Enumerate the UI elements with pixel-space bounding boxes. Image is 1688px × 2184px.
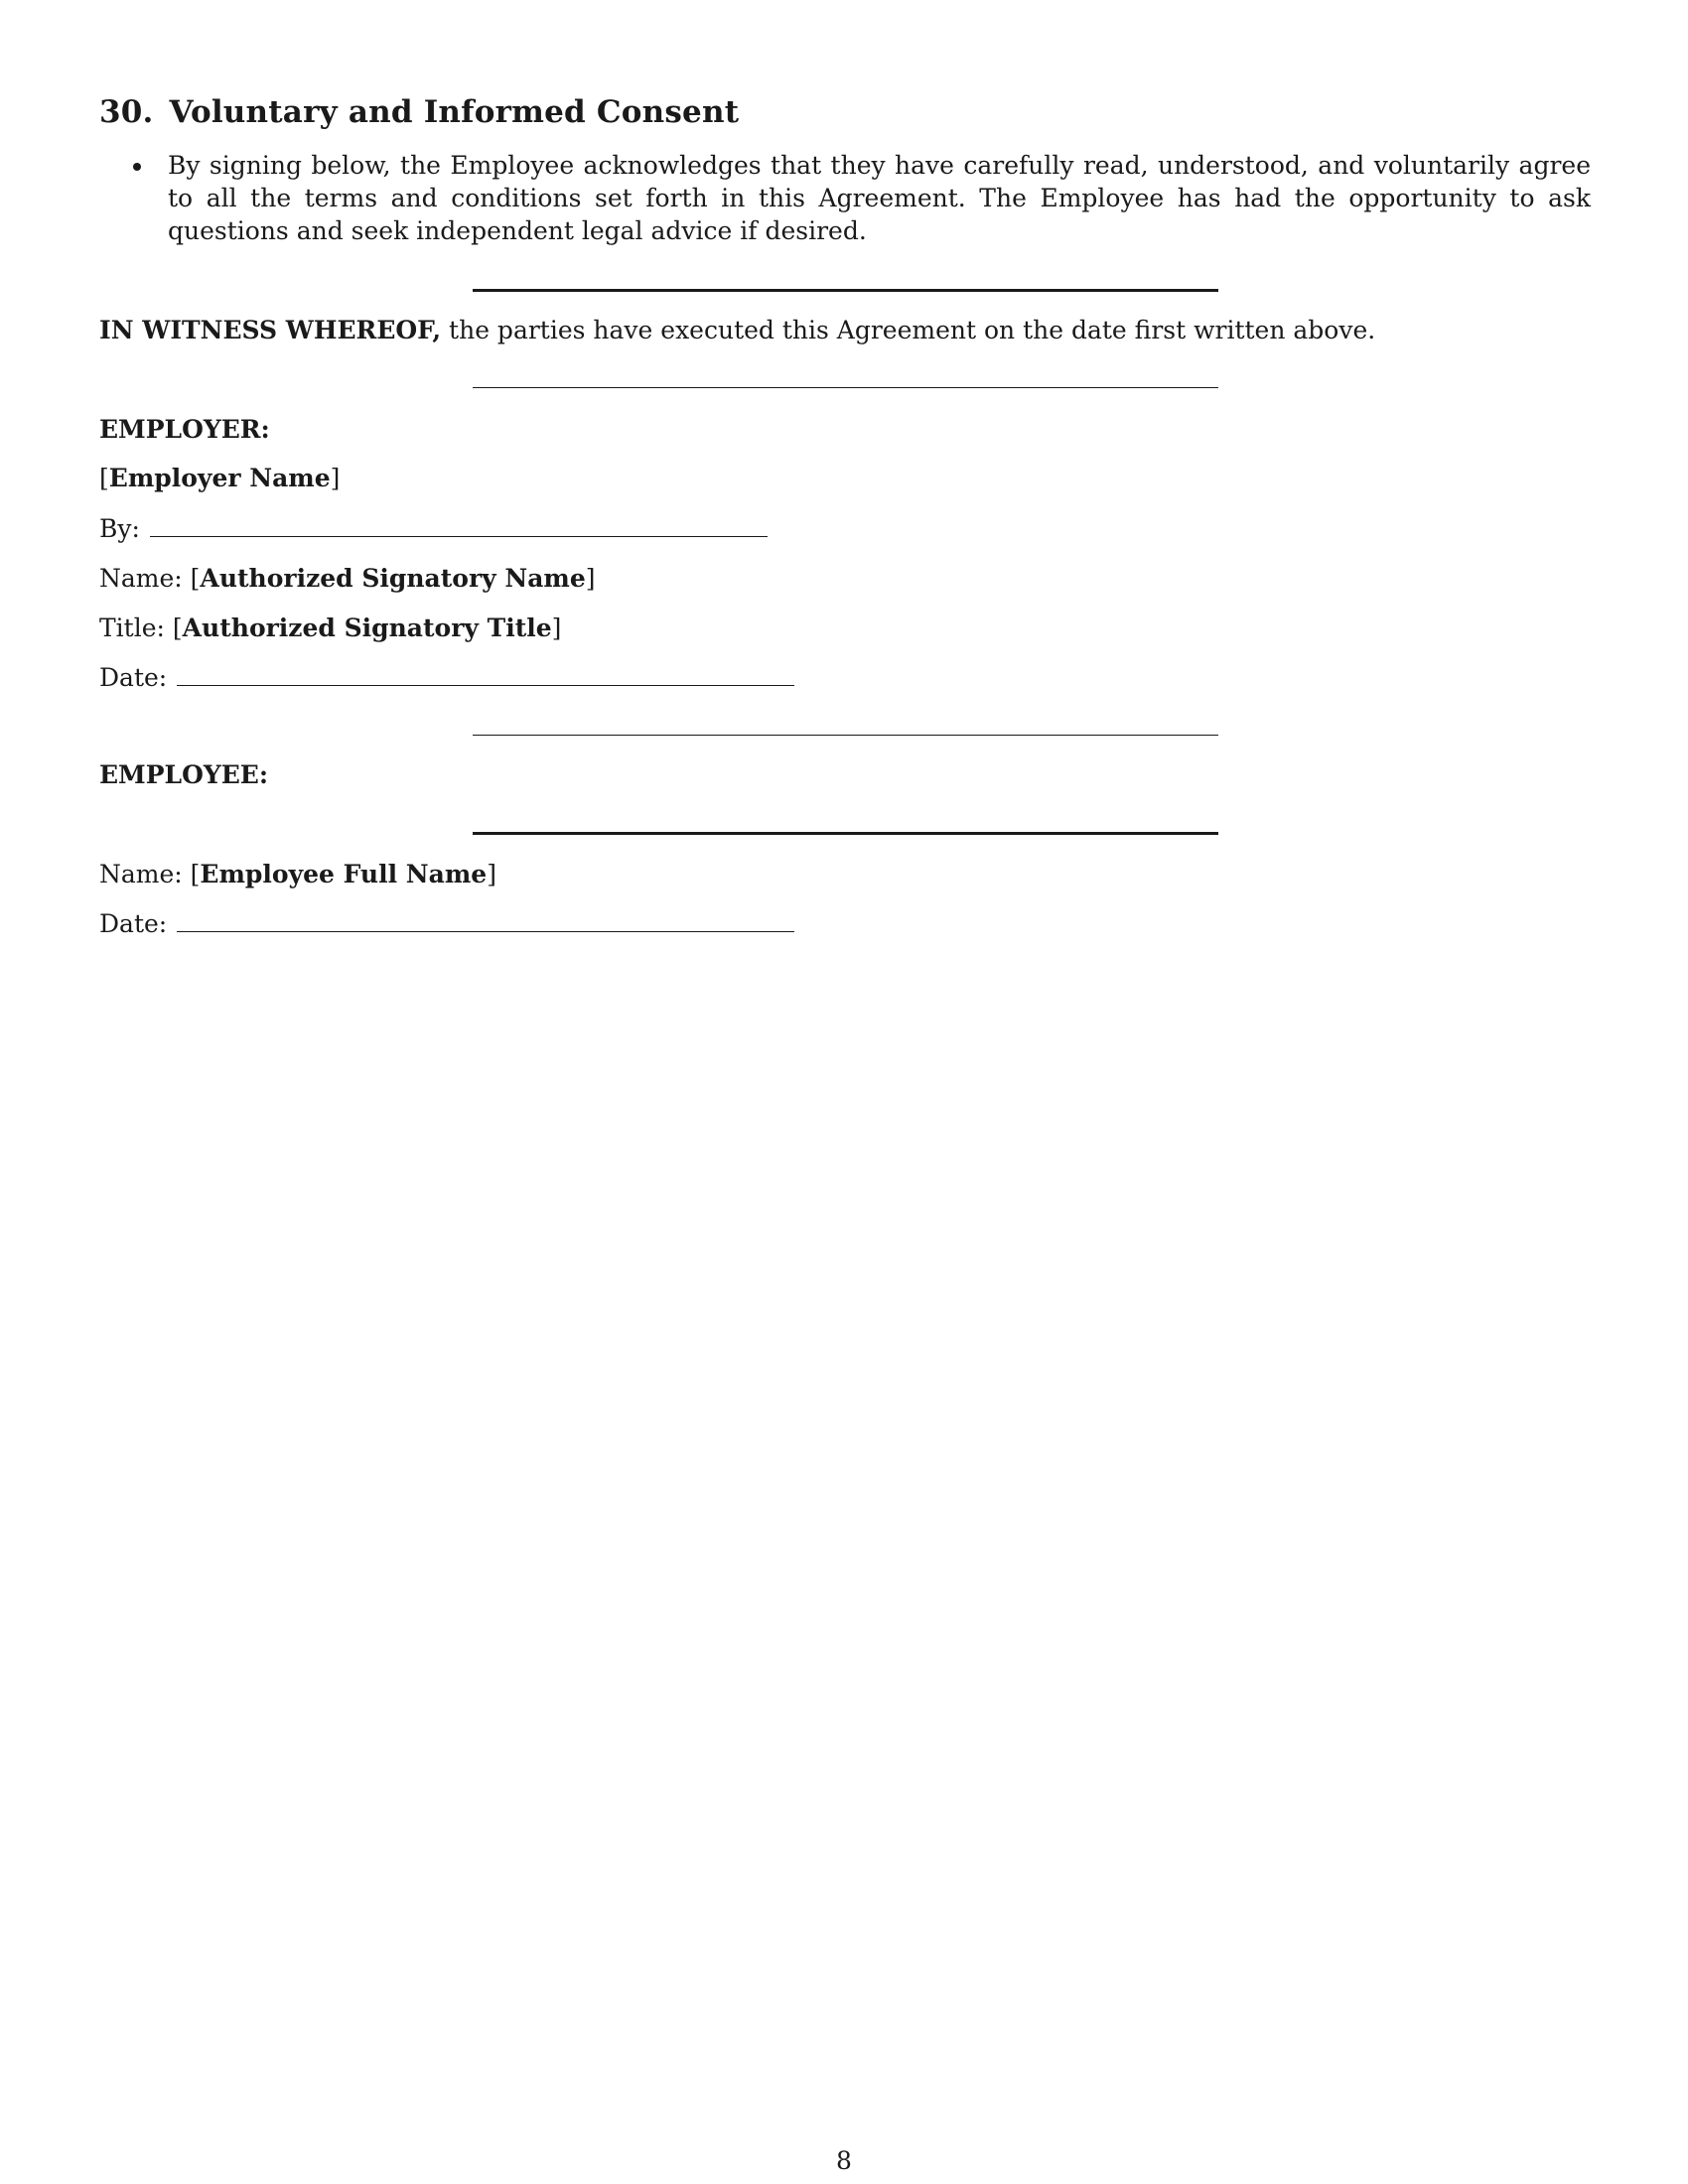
employer-heading: EMPLOYER:	[99, 415, 270, 444]
employer-date-line	[99, 663, 794, 693]
employee-date-field[interactable]	[177, 909, 794, 932]
witness-lead: IN WITNESS WHEREOF,	[99, 316, 442, 344]
divider-rule	[473, 289, 1218, 292]
name-label: Name:	[99, 564, 183, 593]
employer-date-field[interactable]	[177, 663, 794, 686]
employer-signature-field[interactable]	[150, 514, 768, 537]
signatory-title-line: Title: [Authorized Signatory Title]	[99, 614, 562, 642]
name-label: Name:	[99, 860, 183, 888]
signatory-name-line: Name: [Authorized Signatory Name]	[99, 564, 596, 593]
signatory-title-placeholder: Authorized Signatory Title	[182, 614, 552, 642]
divider-rule	[473, 387, 1218, 388]
by-label: By:	[99, 514, 140, 543]
employer-name-line: [Employer Name]	[99, 464, 341, 492]
bullet-icon	[133, 163, 141, 171]
date-label: Date:	[99, 909, 168, 938]
divider-rule	[473, 735, 1218, 736]
consent-text: By signing below, the Employee acknowledges that they have carefully read, understood, and voluntarily agree to all the terms and conditions set forth in this Agreement. The Employee has had the opportunity to ask questions and seek independent legal advice if desired.	[168, 151, 1591, 245]
employer-name-placeholder: Employer Name	[108, 464, 331, 492]
witness-text: the parties have executed this Agreement on the date first written above.	[449, 316, 1376, 344]
employer-by-line	[99, 514, 768, 544]
page-number: 8	[836, 2146, 852, 2175]
employee-name-line: Name: [Employee Full Name]	[99, 860, 496, 888]
section-heading	[99, 94, 739, 130]
witness-clause	[99, 316, 1375, 345]
employee-name-placeholder: Employee Full Name	[200, 860, 488, 888]
employee-signature-line[interactable]	[473, 832, 1218, 835]
section-title: Voluntary and Informed Consent	[169, 94, 740, 130]
section-number: 30.	[99, 94, 154, 130]
signatory-name-placeholder: Authorized Signatory Name	[200, 564, 586, 593]
consent-bullet	[135, 149, 1591, 247]
date-label: Date:	[99, 663, 168, 692]
employee-date-line	[99, 909, 794, 939]
employee-heading: EMPLOYEE:	[99, 760, 269, 789]
title-label: Title:	[99, 614, 165, 642]
